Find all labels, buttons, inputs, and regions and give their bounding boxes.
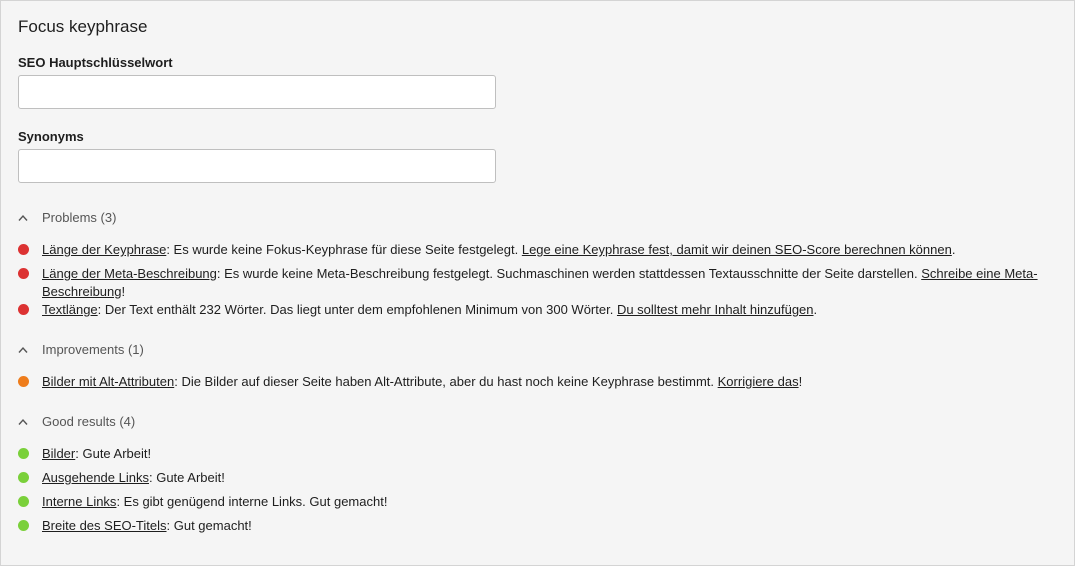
problems-toggle[interactable] — [18, 210, 116, 225]
good-result-link[interactable]: Bilder — [42, 446, 76, 461]
improvement-link[interactable]: Bilder mit Alt-Attributen — [42, 374, 175, 389]
good-result-item — [18, 469, 1046, 487]
problem-item — [18, 301, 1046, 319]
red-bullet-icon — [18, 268, 29, 279]
synonyms-label: Synonyms — [18, 129, 84, 144]
good-result-text: : Gut gemacht! — [166, 518, 252, 533]
problem-link[interactable]: Länge der Keyphrase — [42, 242, 167, 257]
improvement-item — [18, 373, 1046, 391]
good-result-link[interactable]: Ausgehende Links — [42, 470, 149, 485]
problem-text: : Der Text enthält 232 Wörter. Das liegt unter dem empfohlenen Minimum von 300 Wörter. — [97, 302, 617, 317]
red-bullet-icon — [18, 304, 29, 315]
good-results-toggle[interactable] — [18, 414, 135, 429]
section-title: Focus keyphrase — [18, 17, 148, 36]
problem-action-link[interactable]: Schreibe eine Meta-Beschreibung — [42, 266, 1038, 299]
problem-action-link[interactable]: Lege eine Keyphrase fest, damit wir deinen SEO-Score berechnen können — [521, 242, 952, 257]
problem-end: . — [813, 302, 818, 317]
improvements-toggle[interactable] — [18, 342, 144, 357]
keyphrase-label: SEO Hauptschlüsselwort — [18, 55, 173, 70]
problem-end: ! — [121, 284, 126, 299]
improvements-header-label: Improvements (1) — [42, 342, 144, 357]
green-bullet-icon — [18, 472, 29, 483]
problem-end: . — [951, 242, 956, 257]
good-result-text: : Gute Arbeit! — [148, 470, 225, 485]
problem-link[interactable]: Länge der Meta-Beschreibung — [42, 266, 217, 281]
good-result-link[interactable]: Breite des SEO-Titels — [42, 518, 167, 533]
chevron-up-icon — [18, 346, 28, 354]
problem-item — [18, 265, 1046, 301]
synonyms-input[interactable] — [18, 149, 496, 183]
good-result-link[interactable]: Interne Links — [42, 494, 117, 509]
green-bullet-icon — [18, 496, 29, 507]
problem-action-link[interactable]: Du solltest mehr Inhalt hinzufügen — [616, 302, 814, 317]
chevron-up-icon — [18, 418, 28, 426]
good-result-text: : Es gibt genügend interne Links. Gut gemacht! — [116, 494, 388, 509]
improvement-action-link[interactable]: Korrigiere das — [717, 374, 799, 389]
improvement-end: ! — [798, 374, 803, 389]
improvement-text: : Die Bilder auf dieser Seite haben Alt-Attribute, aber du hast noch keine Keyphrase bestimmt. — [174, 374, 718, 389]
green-bullet-icon — [18, 448, 29, 459]
chevron-up-icon — [18, 214, 28, 222]
good-result-item — [18, 517, 1046, 535]
good-result-item — [18, 445, 1046, 463]
red-bullet-icon — [18, 244, 29, 255]
good-result-item — [18, 493, 1046, 511]
problem-item — [18, 241, 1046, 259]
problem-link[interactable]: Textlänge — [42, 302, 98, 317]
orange-bullet-icon — [18, 376, 29, 387]
good-result-text: : Gute Arbeit! — [75, 446, 152, 461]
problem-text: : Es wurde keine Meta-Beschreibung festgelegt. Suchmaschinen werden stattdessen Textausschnitte der Seite darstellen. — [216, 266, 922, 281]
problems-header-label: Problems (3) — [42, 210, 117, 225]
problem-text: : Es wurde keine Fokus-Keyphrase für diese Seite festgelegt. — [166, 242, 522, 257]
green-bullet-icon — [18, 520, 29, 531]
good-results-header-label: Good results (4) — [42, 414, 136, 429]
keyphrase-input[interactable] — [18, 75, 496, 109]
